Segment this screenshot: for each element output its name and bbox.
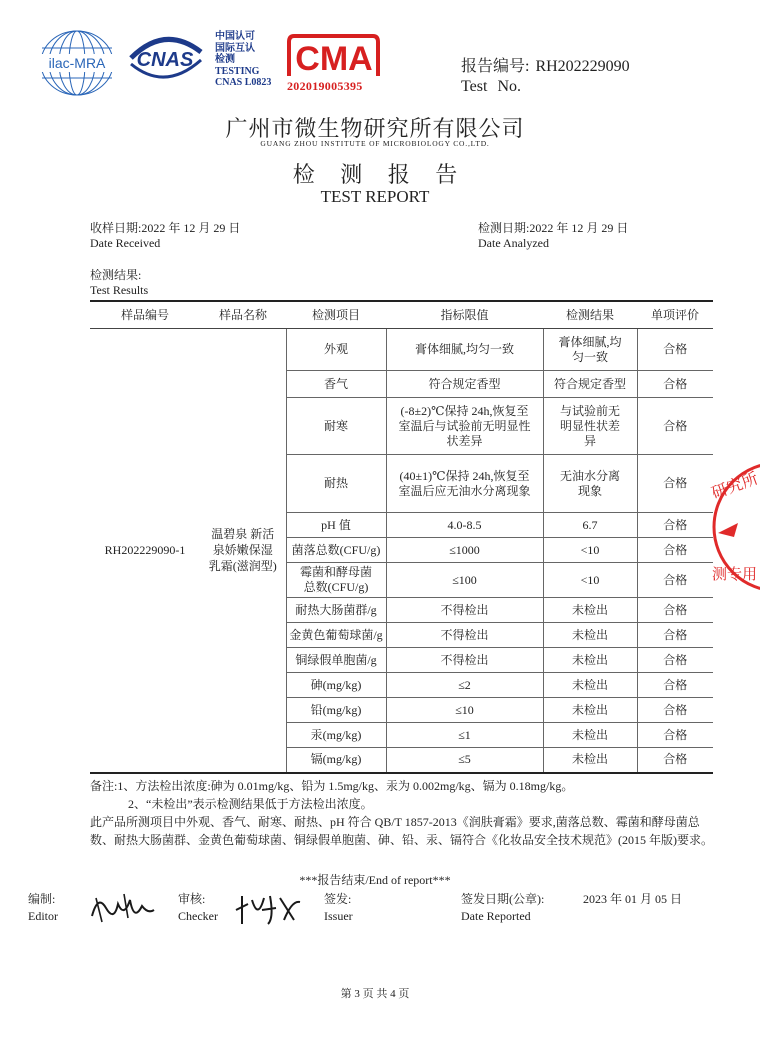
sample-id-cell: RH202229090-1 (90, 329, 200, 773)
results-table (90, 300, 713, 774)
cma-number: 202019005395 (287, 79, 363, 93)
test-item-cell: 香气 (286, 371, 386, 398)
cnas-accreditation-text (215, 31, 271, 89)
limit-cell: 符合规定香型 (386, 371, 543, 398)
result-cell: 未检出 (543, 698, 637, 723)
cnas-line: CNAS L0823 (215, 77, 272, 88)
svg-text:CMA: CMA (295, 40, 373, 78)
test-item-cell: 菌落总数(CFU/g) (286, 538, 386, 563)
limit-cell: ≤5 (386, 748, 543, 773)
test-results-label-en: Test Results (90, 283, 149, 297)
report-number-block (461, 57, 630, 97)
report-no-value: RH202229090 (535, 58, 630, 75)
checker-label (178, 891, 218, 925)
ilac-mra-logo (38, 28, 116, 98)
test-item-cell: 耐寒 (286, 398, 386, 455)
evaluation-cell: 合格 (637, 598, 713, 623)
svg-text:CNAS: CNAS (136, 49, 194, 71)
limit-cell: ≤100 (386, 563, 543, 598)
result-cell: 膏体细腻,均匀一致 (543, 329, 637, 371)
test-item-cell: 霉菌和酵母菌总数(CFU/g) (286, 563, 386, 598)
cnas-logo (125, 30, 205, 86)
evaluation-cell: 合格 (637, 563, 713, 598)
test-results-label-cn: 检测结果: (90, 268, 142, 282)
test-results-label (90, 268, 148, 298)
test-item-cell: 镉(mg/kg) (286, 748, 386, 773)
result-cell: 未检出 (543, 623, 637, 648)
editor-label (28, 891, 58, 925)
header-test-item: 检测项目 (286, 301, 386, 329)
checker-label-cn: 审核: (178, 892, 206, 906)
result-cell: 未检出 (543, 748, 637, 773)
test-item-cell: 金黄色葡萄球菌/g (286, 623, 386, 648)
end-of-report: ***报告结束/End of report*** (299, 873, 451, 887)
test-item-cell: 汞(mg/kg) (286, 723, 386, 748)
evaluation-cell: 合格 (637, 455, 713, 513)
evaluation-cell: 合格 (637, 748, 713, 773)
test-item-cell: 铅(mg/kg) (286, 698, 386, 723)
report-no-label-en: Test (461, 78, 488, 95)
issuer-label-en: Issuer (324, 909, 353, 923)
report-title-cn: 检 测 报 告 (292, 162, 468, 187)
date-received-cn: 收样日期:2022 年 12 月 29 日 (90, 221, 241, 235)
header-sample-name: 样品名称 (200, 301, 286, 329)
sample-name-cell: 温碧泉 新活泉娇嫩保湿乳霜(滋润型) (200, 329, 286, 773)
date-reported-value: 2023 年 01 月 05 日 (583, 892, 683, 906)
test-item-cell: 耐热 (286, 455, 386, 513)
limit-cell: 不得检出 (386, 648, 543, 673)
test-item-cell: pH 值 (286, 513, 386, 538)
issuer-label (324, 891, 353, 925)
official-seal (700, 455, 760, 605)
result-cell: <10 (543, 563, 637, 598)
evaluation-cell: 合格 (637, 648, 713, 673)
remark-line-2: 2、“未检出”表示检测结果低于方法检出浓度。 (128, 797, 373, 811)
svg-text:研究所: 研究所 (708, 468, 760, 503)
limit-cell: ≤10 (386, 698, 543, 723)
header-result: 检测结果 (543, 301, 637, 329)
limit-cell: ≤1 (386, 723, 543, 748)
result-cell: 未检出 (543, 648, 637, 673)
report-title-en: TEST REPORT (320, 187, 430, 206)
test-item-cell: 铜绿假单胞菌/g (286, 648, 386, 673)
date-analyzed (478, 221, 628, 251)
report-no-label-en2: No. (497, 78, 521, 95)
remark-line-1: 备注:1、方法检出浓度:砷为 0.01mg/kg、铅为 1.5mg/kg、汞为 0.002mg/kg、镉为 0.18mg/kg。 (90, 779, 574, 793)
result-cell: 无油水分离现象 (543, 455, 637, 513)
page-footer: 第 3 页 共 4 页 (340, 988, 410, 1000)
cnas-line: 国际互认 (215, 42, 255, 54)
date-received-en: Date Received (90, 236, 161, 250)
institute-name-cn: 广州市微生物研究所有限公司 (225, 116, 525, 141)
limit-cell: 4.0-8.5 (386, 513, 543, 538)
date-reported-label (461, 891, 544, 925)
limit-cell: ≤2 (386, 673, 543, 698)
test-item-cell: 砷(mg/kg) (286, 673, 386, 698)
limit-cell: 膏体细腻,均匀一致 (386, 329, 543, 371)
evaluation-cell: 合格 (637, 398, 713, 455)
remarks (90, 777, 715, 849)
cnas-line: TESTING (215, 65, 260, 77)
result-cell: 与试验前无明显性状差异 (543, 398, 637, 455)
result-cell: 6.7 (543, 513, 637, 538)
limit-cell: ≤1000 (386, 538, 543, 563)
test-item-cell: 耐热大肠菌群/g (286, 598, 386, 623)
date-analyzed-cn: 检测日期:2022 年 12 月 29 日 (478, 221, 629, 235)
cma-logo (286, 30, 381, 82)
evaluation-cell: 合格 (637, 513, 713, 538)
editor-label-cn: 编制: (28, 892, 56, 906)
evaluation-cell: 合格 (637, 723, 713, 748)
checker-signature (232, 890, 304, 935)
evaluation-cell: 合格 (637, 698, 713, 723)
result-cell: 未检出 (543, 598, 637, 623)
editor-label-en: Editor (28, 909, 58, 923)
result-cell: 符合规定香型 (543, 371, 637, 398)
evaluation-cell: 合格 (637, 538, 713, 563)
evaluation-cell: 合格 (637, 623, 713, 648)
result-cell: 未检出 (543, 723, 637, 748)
svg-text:测专用: 测专用 (712, 565, 758, 583)
editor-signature (88, 888, 158, 933)
evaluation-cell: 合格 (637, 371, 713, 398)
table-row (90, 329, 713, 371)
limit-cell: 不得检出 (386, 623, 543, 648)
svg-text:ilac-MRA: ilac-MRA (48, 55, 106, 71)
cnas-line: 中国认可 (215, 31, 255, 42)
date-reported-label-en: Date Reported (461, 909, 531, 923)
issuer-label-cn: 签发: (324, 892, 352, 906)
result-cell: 未检出 (543, 673, 637, 698)
result-cell: <10 (543, 538, 637, 563)
cnas-line: 检测 (215, 54, 235, 65)
limit-cell: 不得检出 (386, 598, 543, 623)
date-analyzed-en: Date Analyzed (478, 236, 549, 250)
report-no-label-cn: 报告编号: (461, 58, 530, 75)
checker-label-en: Checker (178, 909, 218, 923)
evaluation-cell: 合格 (637, 673, 713, 698)
evaluation-cell: 合格 (637, 329, 713, 371)
institute-name-en: GUANG ZHOU INSTITUTE OF MICROBIOLOGY CO.,LTD. (260, 139, 490, 148)
date-reported-label-cn: 签发日期(公章): (461, 892, 545, 906)
test-item-cell: 外观 (286, 329, 386, 371)
date-received (90, 221, 240, 251)
table-header-row (90, 301, 713, 329)
header-limit: 指标限值 (386, 301, 543, 329)
conclusion-paragraph: 此产品所测项目中外观、香气、耐寒、耐热、pH 符合 QB/T 1857-2013《润肤膏霜》要求,菌落总数、霉菌和酵母菌总数、耐热大肠菌群、金黄色葡萄球菌、铜绿假单胞菌、砷、铅、汞、镉符合《化妆品安全技术规范》(2015 年版)要求。 (90, 815, 713, 847)
header-evaluation: 单项评价 (637, 301, 713, 329)
limit-cell: (40±1)℃保持 24h,恢复至室温后应无油水分离现象 (386, 455, 543, 513)
header-sample-id: 样品编号 (90, 301, 200, 329)
limit-cell: (-8±2)℃保持 24h,恢复至室温后与试验前无明显性状差异 (386, 398, 543, 455)
